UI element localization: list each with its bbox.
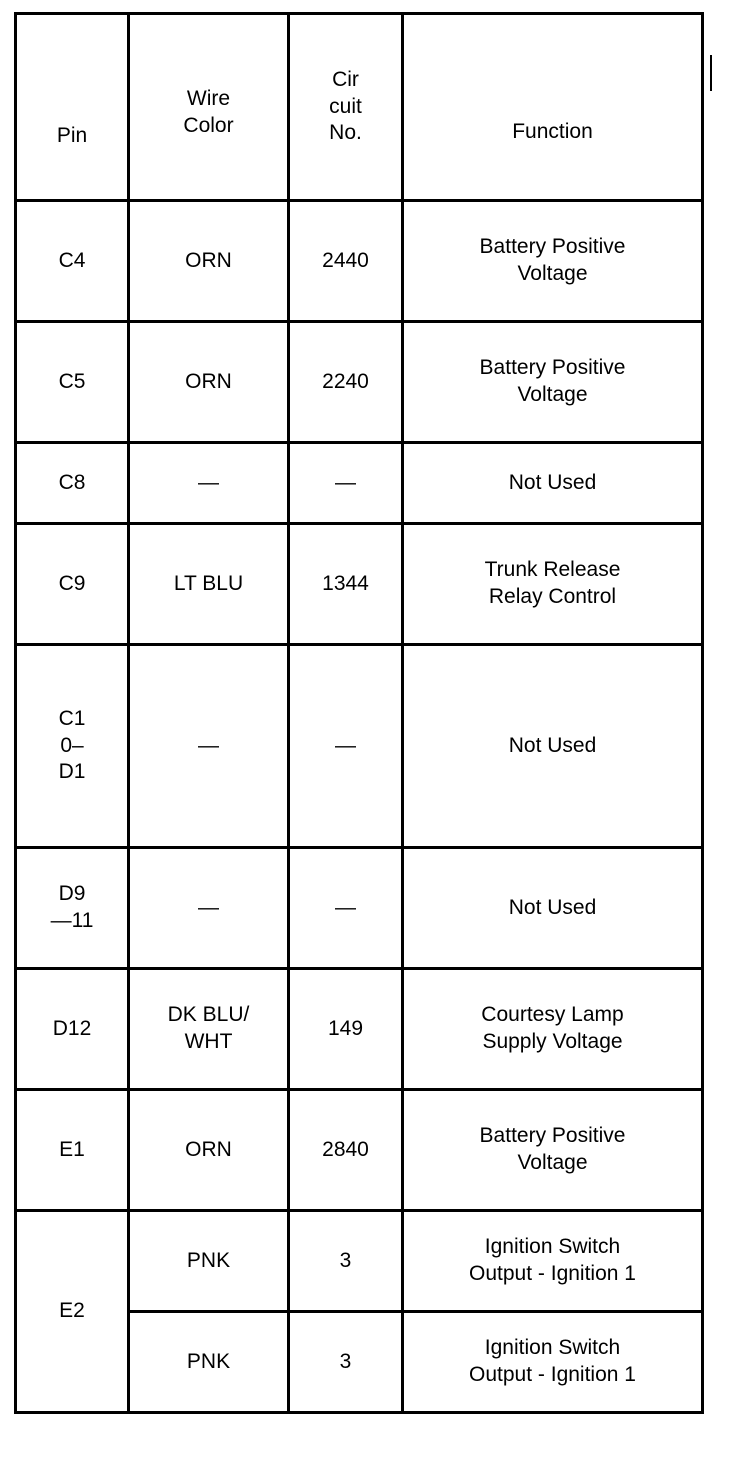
column-header-function-line1: Function: [512, 119, 593, 143]
table-row: [16, 524, 703, 645]
column-header-circuit-no-line2: cuit: [329, 94, 362, 118]
cell-function: Ignition Switch Output - Ignition 1: [403, 1211, 703, 1312]
cell-pin: C9: [16, 524, 129, 645]
cell-function: Ignition Switch Output - Ignition 1: [403, 1312, 703, 1413]
column-header-wire-color-line1: Wire: [186, 87, 231, 111]
column-header-circuit-no: [289, 14, 403, 201]
column-header-pin-line1: Pin: [56, 123, 88, 147]
cell-wire-color: ORN: [129, 201, 289, 322]
cell-pin: C1 0– D1: [16, 645, 129, 848]
cell-pin: C5: [16, 322, 129, 443]
cell-wire-color: —: [129, 645, 289, 848]
table-header-row: [16, 14, 703, 201]
table-row: [16, 322, 703, 443]
cell-pin: D9 —11: [16, 848, 129, 969]
table-header: [16, 14, 703, 201]
table-row: [16, 645, 703, 848]
cell-circuit-no: 3: [289, 1312, 403, 1413]
cell-function: Not Used: [403, 645, 703, 848]
cell-circuit-no: 1344: [289, 524, 403, 645]
column-header-function: [403, 14, 703, 201]
cell-pin: E1: [16, 1090, 129, 1211]
cell-wire-color: PNK: [129, 1312, 289, 1413]
table-row: [16, 969, 703, 1090]
table-row: [16, 201, 703, 322]
column-header-circuit-no-line3: No.: [329, 121, 362, 145]
cell-circuit-no: —: [289, 443, 403, 524]
connector-pinout-table: [14, 12, 704, 1414]
cell-circuit-no: 2840: [289, 1090, 403, 1211]
cell-wire-color: ORN: [129, 322, 289, 443]
cell-function: Battery Positive Voltage: [403, 1090, 703, 1211]
cell-pin: C4: [16, 201, 129, 322]
cell-pin: D12: [16, 969, 129, 1090]
cell-circuit-no: 3: [289, 1211, 403, 1312]
cell-circuit-no: —: [289, 848, 403, 969]
cell-circuit-no: 2440: [289, 201, 403, 322]
cell-circuit-no: 149: [289, 969, 403, 1090]
column-header-circuit-no-line1: Cir: [332, 67, 359, 91]
table-row: [16, 1090, 703, 1211]
cell-pin: C8: [16, 443, 129, 524]
table-body: [16, 201, 703, 1413]
column-header-wire-color-line2: Color: [183, 114, 234, 137]
cell-wire-color: ORN: [129, 1090, 289, 1211]
column-header-pin: [16, 14, 129, 201]
cell-function: Courtesy Lamp Supply Voltage: [403, 969, 703, 1090]
table-row: [16, 848, 703, 969]
cell-circuit-no: —: [289, 645, 403, 848]
cell-function: Battery Positive Voltage: [403, 322, 703, 443]
cell-wire-color: LT BLU: [129, 524, 289, 645]
cell-circuit-no: 2240: [289, 322, 403, 443]
table-row: [16, 443, 703, 524]
cell-function: Not Used: [403, 848, 703, 969]
page-edge-mark: [710, 55, 712, 91]
cell-function: Battery Positive Voltage: [403, 201, 703, 322]
cell-wire-color: PNK: [129, 1211, 289, 1312]
cell-function: Not Used: [403, 443, 703, 524]
column-header-wire-color: [129, 14, 289, 201]
cell-pin: E2: [16, 1211, 129, 1413]
cell-function: Trunk Release Relay Control: [403, 524, 703, 645]
cell-wire-color: DK BLU/ WHT: [129, 969, 289, 1090]
table-row: [16, 1211, 703, 1312]
cell-wire-color: —: [129, 443, 289, 524]
cell-wire-color: —: [129, 848, 289, 969]
